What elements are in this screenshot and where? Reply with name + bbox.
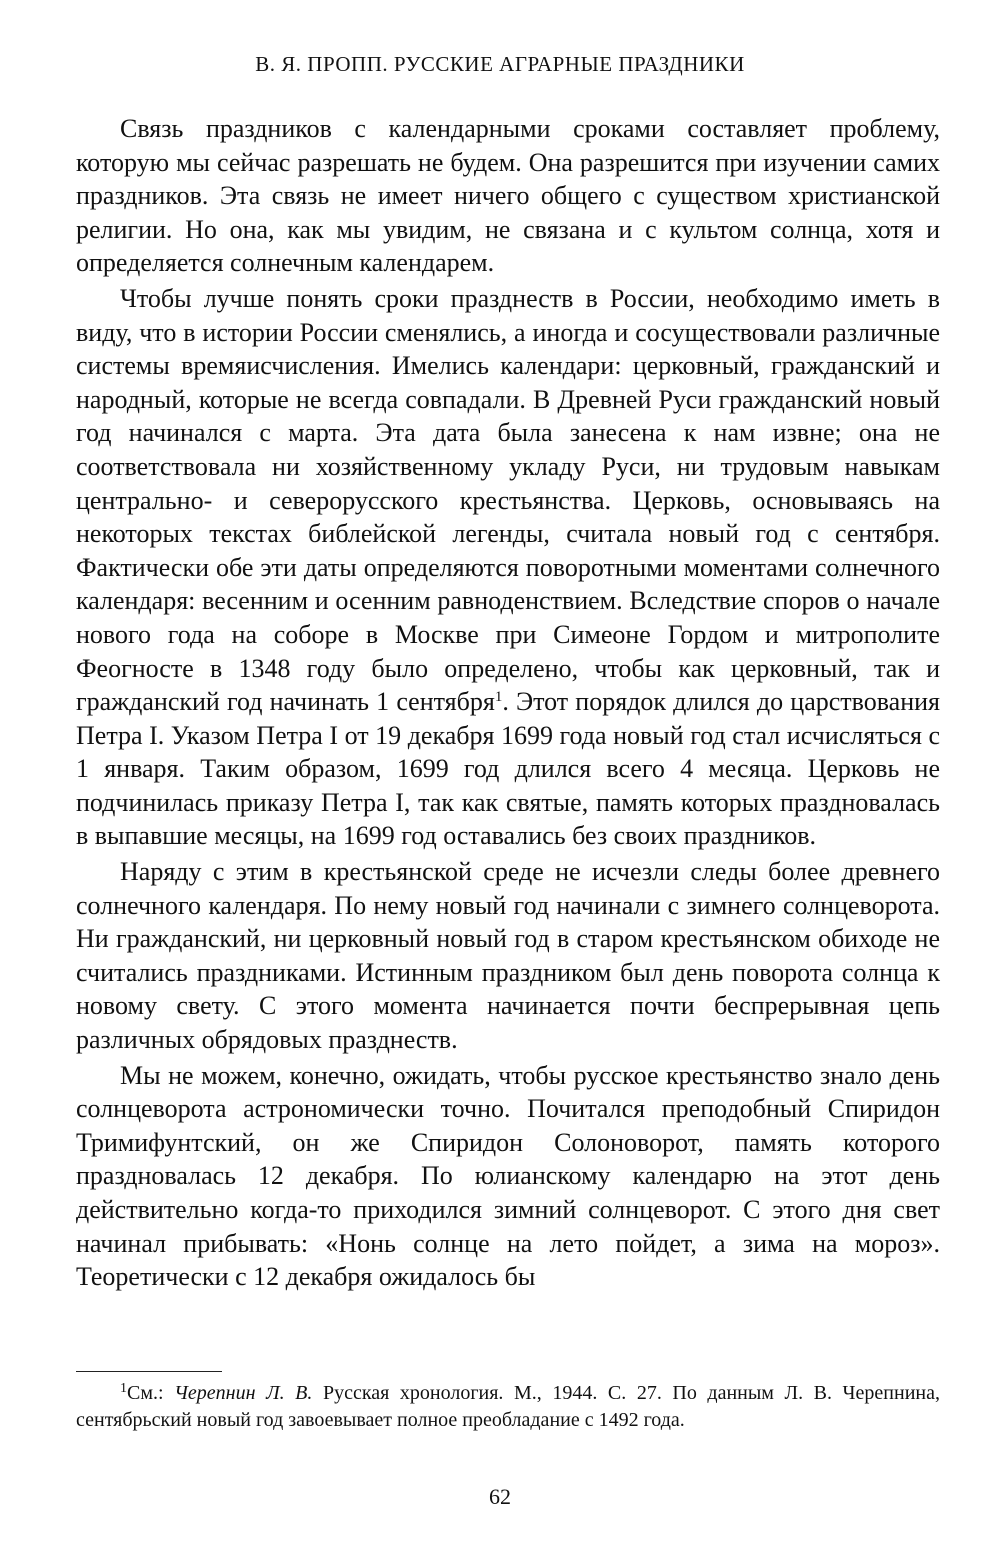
running-header: В. Я. ПРОПП. РУССКИЕ АГРАРНЫЕ ПРАЗДНИКИ xyxy=(255,52,745,76)
paragraph: Мы не можем, конечно, ожидать, чтобы русское крестьянство знало день солнцеворота астрономически точно. Почитался преподобный Спиридон Тримифунтский, он же Спиридон Солоноворот, память которого праздновалась 12 декабря. По юлианскому календарю на этот день действительно когда-то приходился зимний солнцеворот. С этого дня свет начинал прибывать: «Нонь солнце на лето пойдет, а зима на мороз». Теоретически с 12 декабря ожидалось бы xyxy=(76,1060,940,1292)
page-number: 62 xyxy=(489,1484,511,1509)
footnote-prefix: См.: xyxy=(127,1382,175,1404)
footnote-divider xyxy=(76,1371,222,1372)
footnote xyxy=(76,1380,940,1434)
footnote-author: Черепнин Л. В. xyxy=(174,1382,313,1404)
footnote-text: Русская хронология. М., 1944. С. 27. По данным Л. В. Черепнина, сентябрьский новый год завоевывает полное преобладание с 1492 года. xyxy=(76,1382,941,1431)
body-text xyxy=(76,112,940,1296)
paragraph-text: Чтобы лучше понять сроки празднеств в России, необходимо иметь в виду, что в истории России сменялись, а иногда и сосуществовали различные системы времяисчисления. Имелись календари: церковный, гражданский и народный, которые не всегда совпадали. В Древней Руси гражданский новый год начинался с марта. Эта дата была занесена к нам извне; она не соответствовала ни хозяйственному укладу Руси, ни трудовым навыкам центрально- и северорусского крестьянства. Церковь, основываясь на некоторых текстах библейской легенды, считала новый год с сентября. Фактически обе эти даты определяются поворотными моментами солнечного календаря: весенним и осенним равноденствием. Вследствие споров о начале нового года на соборе в Москве при Симеоне Гордом и митрополите Феогносте в 1348 году было определено, чтобы как церковный, так и гражданский год начинать 1 сентября xyxy=(76,283,940,717)
paragraph xyxy=(76,282,940,853)
paragraph: Связь праздников с календарными сроками составляет проблему, которую мы сейчас разрешать не будем. Она разрешится при изучении самих праздников. Эта связь не имеет ничего общего с существом христианской религии. Но она, как мы увидим, не связана и с культом солнца, хотя и определяется солнечным календарем. xyxy=(76,114,940,278)
footnote-reference[interactable]: 1 xyxy=(494,689,503,706)
paragraph-text: . Этот порядок длился до царствования Петра I. Указом Петра I от 19 декабря 1699 года новый год стал исчисляться с 1 января. Таким образом, 1699 год длился всего 4 месяца. Церковь не подчинилась приказу Петра I, так как святые, память которых праздновалась в выпавшие месяцы, на 1699 год оставались без своих праздников. xyxy=(76,687,940,851)
footnote-mark: 1 xyxy=(120,1381,127,1396)
paragraph: Наряду с этим в крестьянской среде не исчезли следы более древнего солнечного календаря. По нему новый год начинали с зимнего солнцеворота. Ни гражданский, ни церковный новый год в старом крестьянском обиходе не считались праздниками. Истинным праздником был день поворота солнца к новому свету. С этого момента начинается почти беспрерывная цепь различных обрядовых празднеств. xyxy=(76,857,940,1055)
